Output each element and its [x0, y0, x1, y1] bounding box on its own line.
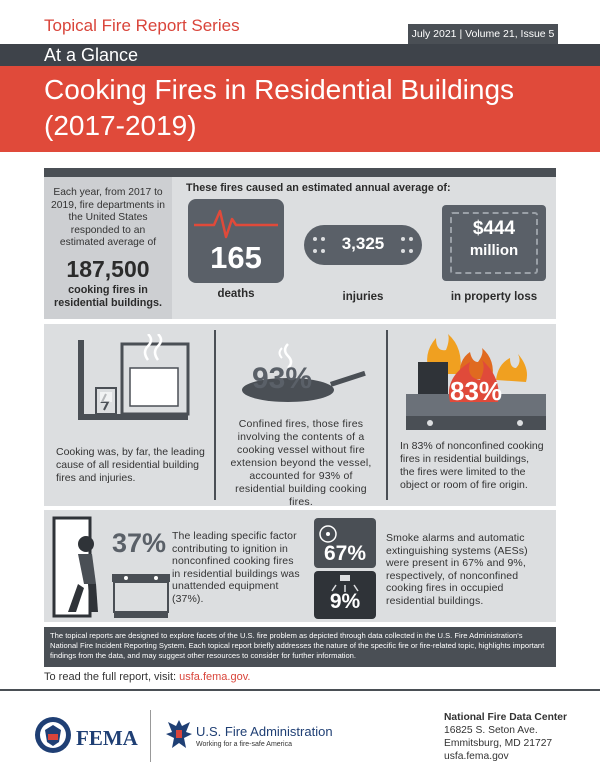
summary-lead-text: Each year, from 2017 to 2019, fire departments in the United States responded to an estimated average of	[51, 187, 165, 248]
injuries-value: 3,325	[330, 234, 396, 254]
visit-line	[44, 671, 250, 683]
series-title: Topical Fire Report Series	[44, 16, 240, 35]
nfdc-address-line2: Emmitsburg, MD 21727	[444, 738, 553, 749]
nfdc-address	[444, 711, 567, 763]
nonconfined-percent: 83%	[450, 376, 503, 406]
nonconfined-text: In 83% of nonconfined cooking fires in residential buildings, the fires were limited to the object or room of fire origin.	[400, 440, 544, 491]
usfa-name: U.S. Fire Administration	[196, 724, 333, 739]
nfdc-website[interactable]: usfa.fema.gov	[444, 751, 509, 762]
issue-badge: July 2021 | Volume 21, Issue 5	[408, 24, 558, 44]
footer-note: The topical reports are designed to explore facets of the U.S. fire problem as depicted through data collected in the U.S. Fire Administration's National Fire Incident Reporting System. Each topical report briefly addresses the nature of the specific fire or fire-related topic, highlights important findings from the data, and may suggest other resources to consider for further information.	[44, 627, 556, 667]
report-link[interactable]: usfa.fema.gov.	[179, 671, 251, 683]
property-label: in property loss	[450, 291, 538, 303]
summary-tail-text: cooking fires in residential buildings.	[54, 284, 162, 309]
smoke-alarm-percent: 67%	[323, 542, 367, 565]
cooking-cause-text: Cooking was, by far, the leading cause of all residential building fires and injuries.	[56, 446, 205, 484]
aes-percent: 9%	[329, 590, 361, 613]
usfa-tagline: Working for a fire-safe America	[196, 741, 292, 748]
unattended-text: The leading specific factor contributing to ignition in nonconfined cooking fires in residential buildings was unattended equipment (37%).	[172, 530, 300, 605]
nfdc-name: National Fire Data Center	[444, 712, 568, 723]
property-value-unit: million	[469, 242, 519, 259]
page-title-line2: (2017-2019)	[44, 110, 197, 141]
dhs-seal-icon	[34, 716, 72, 754]
summary-headline: These fires caused an estimated annual average of:	[186, 182, 451, 194]
glance-label: At a Glance	[44, 45, 139, 65]
visit-prefix: To read the full report, visit:	[44, 671, 177, 683]
logo-divider	[150, 710, 151, 762]
page-title-line1: Cooking Fires in Residential Buildings	[44, 74, 515, 105]
kitchen-icon	[70, 334, 200, 434]
fema-logo: FEMA	[76, 726, 138, 750]
deaths-value: 165	[210, 240, 262, 275]
property-value: $444	[472, 218, 516, 239]
deaths-label: deaths	[217, 288, 255, 300]
unattended-percent: 37%	[112, 528, 167, 558]
usfa-eagle-icon	[164, 716, 194, 754]
nfdc-address-line1: 16825 S. Seton Ave.	[444, 725, 538, 736]
confined-percent: 93%	[252, 362, 313, 395]
total-fires-number: 187,500	[66, 256, 150, 282]
alarm-aes-text: Smoke alarms and automatic extinguishing systems (AESs) were present in 67% and 9%, respectively, of nonconfined cooking fires in occupied residential buildings.	[386, 532, 528, 607]
injuries-label: injuries	[342, 291, 384, 303]
divider	[386, 330, 388, 500]
header-strip	[44, 168, 556, 177]
footer-rule	[0, 689, 600, 691]
confined-text: Confined fires, those fires involving the contents of a cooking vessel without fire extension beyond the vessel, accounted for 93% of residential building cooking fires.	[230, 418, 372, 508]
page-title	[44, 72, 584, 144]
divider	[214, 330, 216, 500]
